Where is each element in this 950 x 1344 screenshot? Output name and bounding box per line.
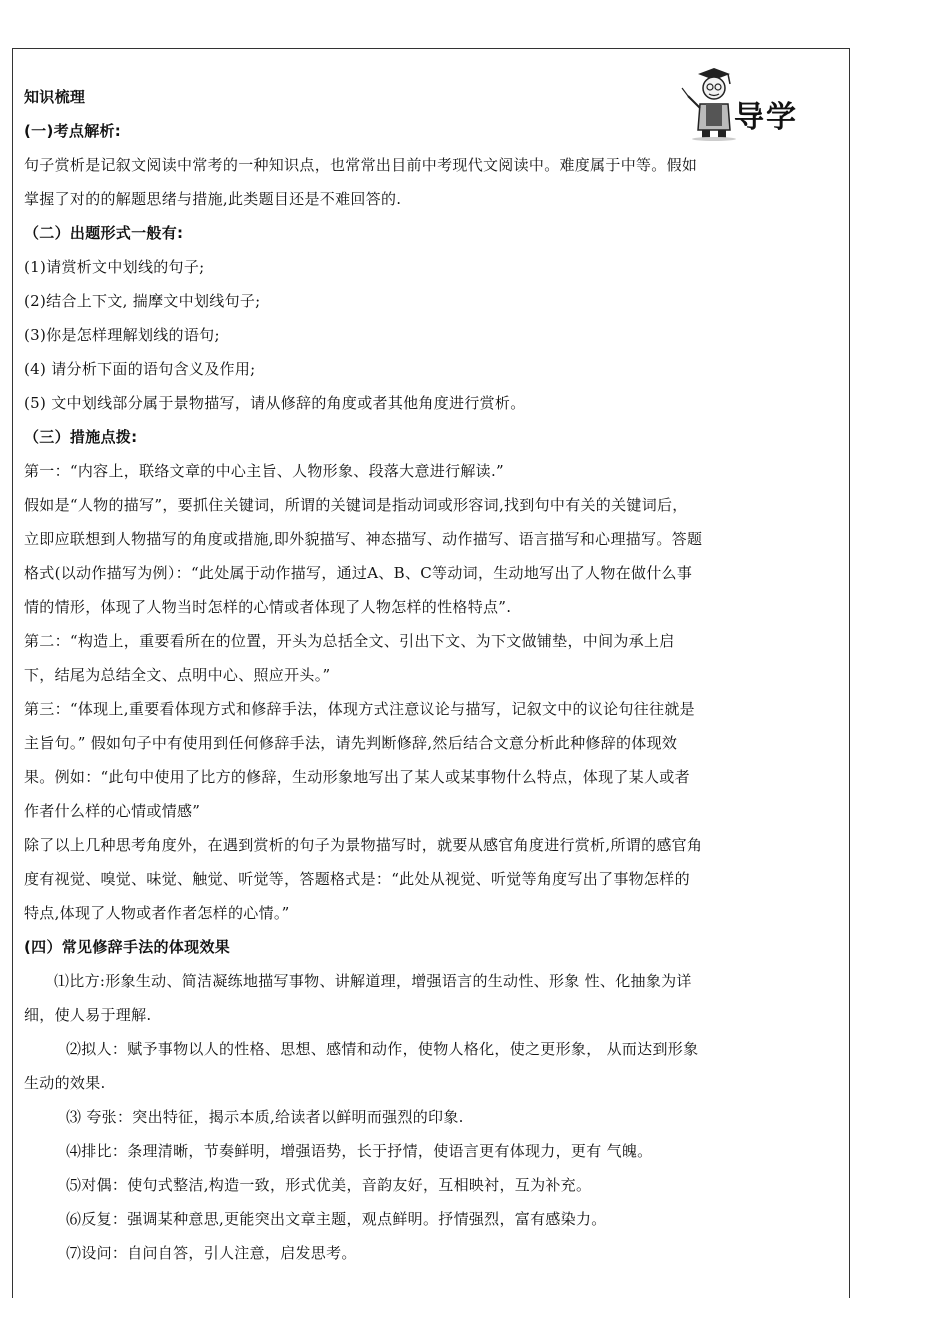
text-line: ⑴比方:形象生动、简洁凝练地描写事物、讲解道理，增强语言的生动性、形象 性、化抽象为详 (54, 972, 692, 990)
text-line: ⑺设问：自问自答，引人注意，启发思考。 (66, 1244, 357, 1262)
text-line: 立即应联想到人物描写的角度或措施,即外貌描写、神态描写、动作描写、语言描写和心理描写。答题 (24, 530, 703, 548)
text-line: ⑸对偶：使句式整洁,构造一致，形式优美，音韵友好，互相映衬，互为补充。 (66, 1176, 592, 1194)
text-line: (1)请赏析文中划线的句子; (24, 258, 205, 276)
text-line: 第一：“内容上，联络文章的中心主旨、人物形象、段落大意进行解读.” (24, 462, 505, 480)
text-line: 度有视觉、嗅觉、味觉、触觉、听觉等，答题格式是：“此处从视觉、听觉等角度写出了事物怎样的 (24, 870, 690, 888)
text-line: ⑶ 夸张：突出特征，揭示本质,给读者以鲜明而强烈的印象. (66, 1108, 464, 1126)
text-line: (4) 请分析下面的语句含义及作用; (24, 360, 256, 378)
text-line: 果。例如：“此句中使用了比方的修辞，生动形象地写出了某人或某事物什么特点，体现了某人或者 (24, 768, 690, 786)
logo-text: 导学 (734, 100, 798, 135)
text-line: ⑵拟人：赋予事物以人的性格、思想、感情和动作，使物人格化，使之更形象， 从而达到形象 (66, 1040, 699, 1058)
text-line: ⑷排比：条理清晰，节奏鲜明，增强语势，长于抒情，使语言更有体现力，更有 气魄。 (66, 1142, 653, 1160)
text-line: 格式(以动作描写为例）：“此处属于动作描写，通过A、B、C等动词，生动地写出了人物在做什么事 (24, 564, 693, 582)
text-line: 除了以上几种思考角度外，在遇到赏析的句子为景物描写时，就要从感官角度进行赏析,所谓的感官角 (24, 836, 703, 854)
section-heading: （二）出题形式一般有: (24, 224, 184, 242)
text-line: 掌握了对的的解题思绪与措施,此类题目还是不难回答的. (24, 190, 402, 208)
text-line: 细，使人易于理解. (24, 1006, 152, 1024)
text-line: ⑹反复：强调某种意思,更能突出文章主题，观点鲜明。抒情强烈，富有感染力。 (66, 1210, 607, 1228)
text-line: 第三：“体现上,重要看体现方式和修辞手法，体现方式注意议论与描写，记叙文中的议论句往往就是 (24, 700, 695, 718)
text-line: 假如是“人物的描写”，要抓住关键词，所谓的关键词是指动词或形容词,找到句中有关的关键词后， (24, 496, 688, 514)
section-heading: (一)考点解析: (24, 122, 122, 140)
text-line: 下，结尾为总结全文、点明中心、照应开头。” (24, 666, 331, 684)
text-line: 句子赏析是记叙文阅读中常考的一种知识点，也常常出目前中考现代文阅读中。难度属于中等。假如 (24, 156, 698, 174)
text-line: (5) 文中划线部分属于景物描写，请从修辞的角度或者其他角度进行赏析。 (24, 394, 526, 412)
text-line: 情的情形，体现了人物当时怎样的心情或者体现了人物怎样的性格特点”. (24, 598, 512, 616)
text-line: 生动的效果. (24, 1074, 106, 1092)
text-line: 特点,体现了人物或者作者怎样的心情。” (24, 904, 290, 922)
section-heading: (四）常见修辞手法的体现效果 (24, 938, 231, 956)
text-line: (3)你是怎样理解划线的语句; (24, 326, 220, 344)
text-line: 主旨句。” 假如句子中有使用到任何修辞手法，请先判断修辞,然后结合文意分析此种修辞的体现效 (24, 734, 678, 752)
text-line: 第二：“构造上，重要看所在的位置，开头为总括全文、引出下文、为下文做铺垫，中间为承上启 (24, 632, 675, 650)
section-heading: 知识梳理 (24, 88, 86, 106)
text-line: (2)结合上下文, 揣摩文中划线句子; (24, 292, 261, 310)
section-heading: （三）措施点拨: (24, 428, 138, 446)
text-line: 作者什么样的心情或情感” (24, 802, 201, 820)
document-body (24, 80, 846, 1270)
